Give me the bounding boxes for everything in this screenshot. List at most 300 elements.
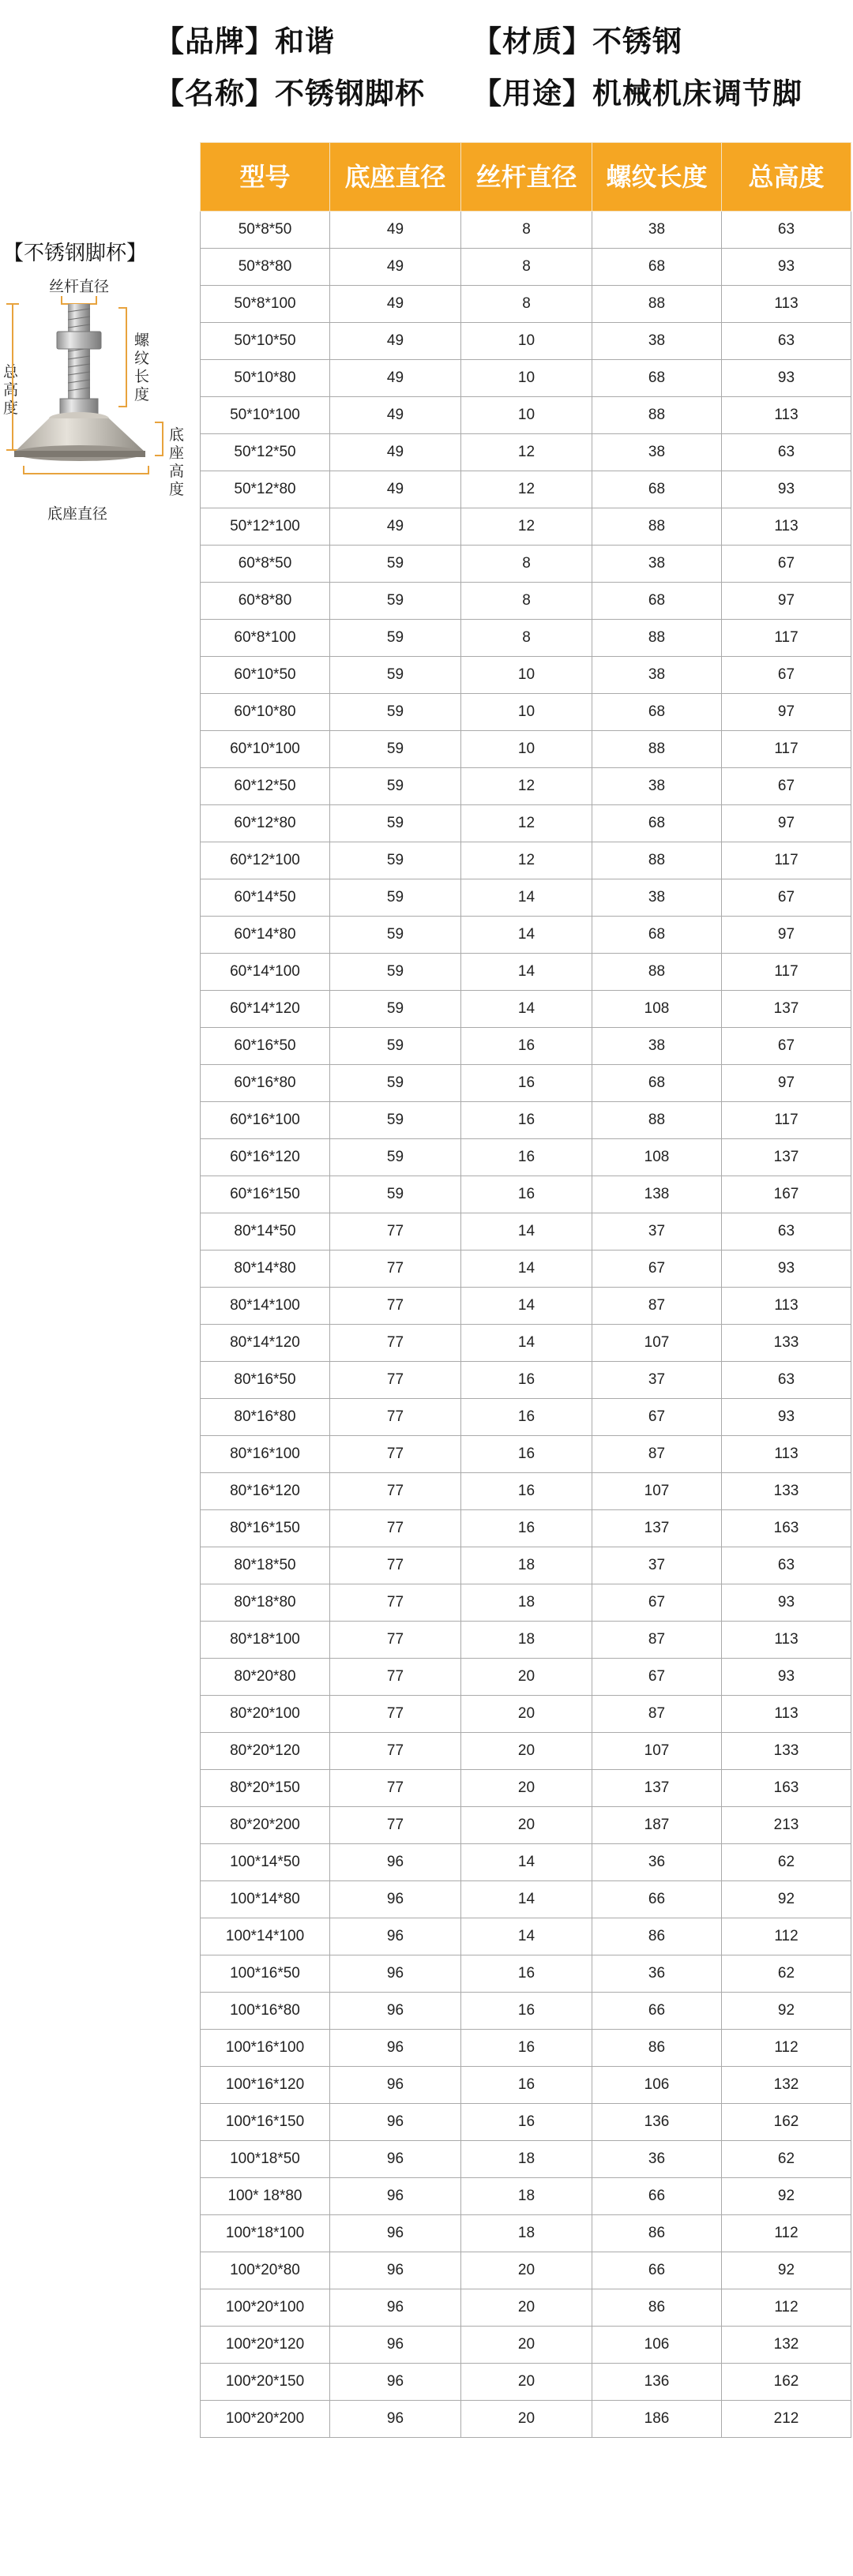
cell-screw-diameter: 10: [461, 397, 592, 434]
cell-screw-diameter: 12: [461, 768, 592, 805]
cell-model: 80*20*80: [201, 1659, 330, 1696]
cell-model: 60*12*50: [201, 768, 330, 805]
cell-total-height: 117: [722, 842, 851, 879]
cell-screw-diameter: 18: [461, 1584, 592, 1622]
cell-screw-diameter: 8: [461, 212, 592, 249]
cell-model: 80*20*120: [201, 1733, 330, 1770]
cell-base-diameter: 96: [330, 2030, 461, 2067]
table-row: [201, 1176, 851, 1213]
cell-base-diameter: 77: [330, 1622, 461, 1659]
table-row: [201, 508, 851, 546]
cell-model: 50*10*100: [201, 397, 330, 434]
table-row: [201, 842, 851, 879]
cell-base-diameter: 59: [330, 1028, 461, 1065]
cell-thread-length: 38: [592, 212, 722, 249]
cell-screw-diameter: 20: [461, 2364, 592, 2401]
cell-total-height: 93: [722, 249, 851, 286]
cell-thread-length: 87: [592, 1436, 722, 1473]
cell-base-diameter: 59: [330, 879, 461, 917]
cell-model: 80*14*80: [201, 1251, 330, 1288]
table-row: [201, 694, 851, 731]
table-row: [201, 2030, 851, 2067]
cell-thread-length: 137: [592, 1510, 722, 1547]
table-row: [201, 1770, 851, 1807]
table-row: [201, 620, 851, 657]
cell-model: 100*20*200: [201, 2401, 330, 2438]
cell-screw-diameter: 8: [461, 583, 592, 620]
cell-thread-length: 66: [592, 1993, 722, 2030]
cell-thread-length: 36: [592, 2141, 722, 2178]
cell-thread-length: 36: [592, 1844, 722, 1881]
cell-thread-length: 36: [592, 1955, 722, 1993]
table-row: [201, 397, 851, 434]
cell-total-height: 112: [722, 1918, 851, 1955]
cell-thread-length: 186: [592, 2401, 722, 2438]
cell-model: 60*8*100: [201, 620, 330, 657]
cell-model: 80*14*120: [201, 1325, 330, 1362]
column-header-total-height: 总高度: [722, 143, 851, 212]
cell-base-diameter: 59: [330, 546, 461, 583]
cell-base-diameter: 96: [330, 2289, 461, 2327]
cell-total-height: 163: [722, 1510, 851, 1547]
cell-total-height: 113: [722, 1696, 851, 1733]
table-row: [201, 1251, 851, 1288]
cell-total-height: 213: [722, 1807, 851, 1844]
table-row: [201, 1807, 851, 1844]
cell-base-diameter: 96: [330, 2104, 461, 2141]
cell-base-diameter: 77: [330, 1251, 461, 1288]
header: [0, 0, 853, 130]
cell-base-diameter: 77: [330, 1770, 461, 1807]
cell-total-height: 93: [722, 1659, 851, 1696]
cell-thread-length: 86: [592, 1918, 722, 1955]
cell-thread-length: 67: [592, 1399, 722, 1436]
cell-screw-diameter: 8: [461, 546, 592, 583]
cell-total-height: 67: [722, 1028, 851, 1065]
cell-total-height: 113: [722, 508, 851, 546]
cell-base-diameter: 77: [330, 1807, 461, 1844]
cell-base-diameter: 96: [330, 2252, 461, 2289]
cell-screw-diameter: 14: [461, 1251, 592, 1288]
cell-model: 80*16*50: [201, 1362, 330, 1399]
cell-model: 80*18*80: [201, 1584, 330, 1622]
cell-model: 60*8*80: [201, 583, 330, 620]
cell-total-height: 113: [722, 1436, 851, 1473]
cell-base-diameter: 59: [330, 805, 461, 842]
cell-screw-diameter: 16: [461, 2104, 592, 2141]
cell-base-diameter: 59: [330, 1139, 461, 1176]
cell-screw-diameter: 14: [461, 1288, 592, 1325]
cell-thread-length: 87: [592, 1288, 722, 1325]
cell-screw-diameter: 10: [461, 731, 592, 768]
table-row: [201, 805, 851, 842]
cell-screw-diameter: 16: [461, 1065, 592, 1102]
cell-model: 50*10*50: [201, 323, 330, 360]
cell-screw-diameter: 10: [461, 694, 592, 731]
cell-base-diameter: 77: [330, 1696, 461, 1733]
cell-thread-length: 86: [592, 2215, 722, 2252]
cell-model: 60*10*100: [201, 731, 330, 768]
cell-total-height: 97: [722, 694, 851, 731]
cell-screw-diameter: 10: [461, 360, 592, 397]
cell-thread-length: 106: [592, 2327, 722, 2364]
cell-thread-length: 107: [592, 1473, 722, 1510]
cell-screw-diameter: 16: [461, 1436, 592, 1473]
total-height-label: 总高度: [3, 363, 19, 417]
cell-base-diameter: 96: [330, 2327, 461, 2364]
cell-base-diameter: 59: [330, 1065, 461, 1102]
cell-total-height: 63: [722, 434, 851, 471]
cell-thread-length: 38: [592, 323, 722, 360]
cell-model: 60*16*120: [201, 1139, 330, 1176]
cell-screw-diameter: 16: [461, 2030, 592, 2067]
cell-total-height: 162: [722, 2364, 851, 2401]
cell-model: 60*14*120: [201, 991, 330, 1028]
cell-base-diameter: 59: [330, 768, 461, 805]
product-name-line: 【名称】不锈钢脚杯: [155, 77, 425, 111]
cell-screw-diameter: 12: [461, 434, 592, 471]
cell-model: 50*12*80: [201, 471, 330, 508]
usage-line: 【用途】机械机床调节脚: [472, 77, 802, 111]
cell-total-height: 93: [722, 1399, 851, 1436]
cell-thread-length: 38: [592, 768, 722, 805]
cell-screw-diameter: 20: [461, 2327, 592, 2364]
cell-model: 60*16*50: [201, 1028, 330, 1065]
cell-thread-length: 67: [592, 1251, 722, 1288]
cell-total-height: 92: [722, 2178, 851, 2215]
cell-screw-diameter: 14: [461, 1918, 592, 1955]
cell-thread-length: 107: [592, 1325, 722, 1362]
cell-screw-diameter: 8: [461, 286, 592, 323]
table-row: [201, 1622, 851, 1659]
cell-total-height: 97: [722, 583, 851, 620]
table-row: [201, 434, 851, 471]
cell-screw-diameter: 20: [461, 2289, 592, 2327]
material-line: 【材质】不锈钢: [472, 24, 682, 58]
cell-total-height: 113: [722, 1622, 851, 1659]
cell-model: 100*14*80: [201, 1881, 330, 1918]
cell-base-diameter: 59: [330, 842, 461, 879]
cell-model: 50*12*100: [201, 508, 330, 546]
cell-total-height: 133: [722, 1733, 851, 1770]
cell-model: 100*16*50: [201, 1955, 330, 1993]
cell-thread-length: 108: [592, 1139, 722, 1176]
cell-total-height: 63: [722, 212, 851, 249]
cell-total-height: 67: [722, 546, 851, 583]
cell-thread-length: 38: [592, 657, 722, 694]
cell-thread-length: 137: [592, 1770, 722, 1807]
cell-model: 100*16*150: [201, 2104, 330, 2141]
cell-total-height: 93: [722, 360, 851, 397]
table-row: [201, 2289, 851, 2327]
cell-thread-length: 107: [592, 1733, 722, 1770]
cell-total-height: 112: [722, 2030, 851, 2067]
cell-base-diameter: 49: [330, 397, 461, 434]
cell-base-diameter: 96: [330, 2215, 461, 2252]
cell-total-height: 92: [722, 2252, 851, 2289]
cell-thread-length: 68: [592, 249, 722, 286]
cell-thread-length: 87: [592, 1622, 722, 1659]
cell-screw-diameter: 16: [461, 1028, 592, 1065]
cell-screw-diameter: 18: [461, 1547, 592, 1584]
cell-total-height: 63: [722, 1362, 851, 1399]
cell-base-diameter: 77: [330, 1733, 461, 1770]
cell-screw-diameter: 20: [461, 1770, 592, 1807]
cell-model: 80*20*150: [201, 1770, 330, 1807]
cell-screw-diameter: 14: [461, 879, 592, 917]
cell-total-height: 63: [722, 1547, 851, 1584]
cell-total-height: 132: [722, 2327, 851, 2364]
cell-screw-diameter: 14: [461, 1881, 592, 1918]
table-row: [201, 286, 851, 323]
cell-thread-length: 187: [592, 1807, 722, 1844]
cell-base-diameter: 77: [330, 1325, 461, 1362]
table-row: [201, 1288, 851, 1325]
cell-base-diameter: 77: [330, 1362, 461, 1399]
cell-base-diameter: 77: [330, 1473, 461, 1510]
cell-screw-diameter: 18: [461, 2215, 592, 2252]
table-header-row: [201, 143, 851, 212]
cell-base-diameter: 77: [330, 1584, 461, 1622]
cell-thread-length: 38: [592, 434, 722, 471]
column-header-model: 型号: [201, 143, 330, 212]
table-row: [201, 1325, 851, 1362]
cell-screw-diameter: 16: [461, 1139, 592, 1176]
cell-total-height: 133: [722, 1325, 851, 1362]
cell-screw-diameter: 20: [461, 2252, 592, 2289]
cell-thread-length: 88: [592, 1102, 722, 1139]
column-header-base-diameter: 底座直径: [330, 143, 461, 212]
table-row: [201, 2104, 851, 2141]
cell-screw-diameter: 20: [461, 1733, 592, 1770]
cell-base-diameter: 49: [330, 434, 461, 471]
cell-base-diameter: 59: [330, 954, 461, 991]
cell-base-diameter: 59: [330, 657, 461, 694]
cell-screw-diameter: 14: [461, 954, 592, 991]
cell-total-height: 163: [722, 1770, 851, 1807]
cell-screw-diameter: 10: [461, 323, 592, 360]
cell-thread-length: 86: [592, 2030, 722, 2067]
cell-total-height: 97: [722, 805, 851, 842]
cell-model: 100*18*50: [201, 2141, 330, 2178]
cell-model: 80*14*50: [201, 1213, 330, 1251]
cell-model: 80*16*100: [201, 1436, 330, 1473]
cell-thread-length: 68: [592, 583, 722, 620]
cell-total-height: 137: [722, 991, 851, 1028]
cell-model: 100*14*100: [201, 1918, 330, 1955]
cell-total-height: 117: [722, 731, 851, 768]
cell-thread-length: 86: [592, 2289, 722, 2327]
cell-total-height: 113: [722, 286, 851, 323]
cell-total-height: 112: [722, 2215, 851, 2252]
table-body: [201, 212, 851, 2438]
table-row: [201, 471, 851, 508]
cell-thread-length: 88: [592, 397, 722, 434]
cell-thread-length: 37: [592, 1213, 722, 1251]
cell-total-height: 97: [722, 1065, 851, 1102]
cell-model: 80*20*100: [201, 1696, 330, 1733]
cell-total-height: 62: [722, 1844, 851, 1881]
cell-screw-diameter: 8: [461, 620, 592, 657]
cell-screw-diameter: 16: [461, 1510, 592, 1547]
cell-model: 60*10*50: [201, 657, 330, 694]
cell-screw-diameter: 16: [461, 1955, 592, 1993]
table-row: [201, 1436, 851, 1473]
cell-model: 60*14*80: [201, 917, 330, 954]
cell-base-diameter: 49: [330, 360, 461, 397]
cell-thread-length: 136: [592, 2364, 722, 2401]
cell-base-diameter: 96: [330, 1844, 461, 1881]
cell-thread-length: 38: [592, 879, 722, 917]
cell-model: 100*18*100: [201, 2215, 330, 2252]
cell-total-height: 117: [722, 1102, 851, 1139]
cell-base-diameter: 77: [330, 1288, 461, 1325]
cell-thread-length: 108: [592, 991, 722, 1028]
cell-screw-diameter: 20: [461, 1659, 592, 1696]
cell-model: 60*12*80: [201, 805, 330, 842]
cell-base-diameter: 96: [330, 1881, 461, 1918]
cell-model: 100*20*150: [201, 2364, 330, 2401]
cell-total-height: 67: [722, 657, 851, 694]
cell-thread-length: 106: [592, 2067, 722, 2104]
cell-model: 60*14*50: [201, 879, 330, 917]
cell-base-diameter: 77: [330, 1659, 461, 1696]
cell-thread-length: 136: [592, 2104, 722, 2141]
cell-model: 60*10*80: [201, 694, 330, 731]
cell-base-diameter: 96: [330, 2178, 461, 2215]
cell-total-height: 133: [722, 1473, 851, 1510]
product-title: 【不锈钢脚杯】: [3, 242, 148, 265]
table-row: [201, 2252, 851, 2289]
table-row: [201, 991, 851, 1028]
table-row: [201, 1510, 851, 1547]
table-row: [201, 1844, 851, 1881]
cell-total-height: 93: [722, 1251, 851, 1288]
cell-screw-diameter: 16: [461, 1993, 592, 2030]
cell-total-height: 97: [722, 917, 851, 954]
cell-total-height: 137: [722, 1139, 851, 1176]
cell-screw-diameter: 12: [461, 805, 592, 842]
cell-screw-diameter: 8: [461, 249, 592, 286]
cell-total-height: 167: [722, 1176, 851, 1213]
cell-thread-length: 68: [592, 694, 722, 731]
cell-base-diameter: 59: [330, 620, 461, 657]
cell-base-diameter: 96: [330, 2067, 461, 2104]
cell-model: 50*8*100: [201, 286, 330, 323]
cell-screw-diameter: 12: [461, 471, 592, 508]
screw-diameter-label: 丝杆直径: [49, 278, 110, 295]
cell-base-diameter: 49: [330, 249, 461, 286]
cell-model: 80*18*100: [201, 1622, 330, 1659]
cell-base-diameter: 49: [330, 471, 461, 508]
cell-thread-length: 38: [592, 546, 722, 583]
cell-total-height: 113: [722, 397, 851, 434]
cell-screw-diameter: 14: [461, 1213, 592, 1251]
cell-model: 60*12*100: [201, 842, 330, 879]
cell-base-diameter: 59: [330, 583, 461, 620]
cell-thread-length: 38: [592, 1028, 722, 1065]
cell-model: 100*20*120: [201, 2327, 330, 2364]
cell-model: 50*10*80: [201, 360, 330, 397]
table-row: [201, 2178, 851, 2215]
cell-model: 80*18*50: [201, 1547, 330, 1584]
cell-screw-diameter: 16: [461, 1399, 592, 1436]
cell-base-diameter: 77: [330, 1213, 461, 1251]
table-row: [201, 1028, 851, 1065]
cell-base-diameter: 96: [330, 2364, 461, 2401]
cell-thread-length: 88: [592, 731, 722, 768]
cell-total-height: 62: [722, 2141, 851, 2178]
cell-total-height: 112: [722, 2289, 851, 2327]
cell-total-height: 117: [722, 620, 851, 657]
cell-thread-length: 68: [592, 360, 722, 397]
cell-base-diameter: 59: [330, 991, 461, 1028]
table-row: [201, 212, 851, 249]
cell-thread-length: 88: [592, 286, 722, 323]
cell-total-height: 93: [722, 471, 851, 508]
leveling-foot-illustration: [0, 272, 197, 533]
table-row: [201, 954, 851, 991]
cell-thread-length: 68: [592, 805, 722, 842]
table-row: [201, 731, 851, 768]
table-row: [201, 1881, 851, 1918]
cell-base-diameter: 49: [330, 323, 461, 360]
cell-total-height: 62: [722, 1955, 851, 1993]
table-row: [201, 2141, 851, 2178]
table-row: [201, 1696, 851, 1733]
cell-thread-length: 37: [592, 1547, 722, 1584]
table-row: [201, 657, 851, 694]
cell-screw-diameter: 16: [461, 1362, 592, 1399]
cell-screw-diameter: 20: [461, 1696, 592, 1733]
cell-thread-length: 88: [592, 954, 722, 991]
table-row: [201, 917, 851, 954]
cell-model: 100*16*80: [201, 1993, 330, 2030]
table-row: [201, 1213, 851, 1251]
table-row: [201, 1918, 851, 1955]
cell-model: 80*20*200: [201, 1807, 330, 1844]
table-row: [201, 1473, 851, 1510]
cell-thread-length: 68: [592, 917, 722, 954]
cell-thread-length: 88: [592, 508, 722, 546]
cell-model: 100* 18*80: [201, 2178, 330, 2215]
table-row: [201, 768, 851, 805]
cell-total-height: 93: [722, 1584, 851, 1622]
cell-base-diameter: 59: [330, 1102, 461, 1139]
cell-screw-diameter: 20: [461, 2401, 592, 2438]
cell-base-diameter: 96: [330, 2401, 461, 2438]
column-header-screw-diameter: 丝杆直径: [461, 143, 592, 212]
table-row: [201, 1993, 851, 2030]
cell-model: 80*14*100: [201, 1288, 330, 1325]
cell-total-height: 117: [722, 954, 851, 991]
base-height-label: 底座高度: [169, 426, 185, 498]
cell-base-diameter: 49: [330, 286, 461, 323]
table-row: [201, 2327, 851, 2364]
product-diagram: [0, 229, 197, 545]
table-row: [201, 1955, 851, 1993]
cell-model: 50*8*50: [201, 212, 330, 249]
cell-base-diameter: 59: [330, 731, 461, 768]
cell-base-diameter: 77: [330, 1399, 461, 1436]
table-row: [201, 1102, 851, 1139]
cell-screw-diameter: 18: [461, 2141, 592, 2178]
cell-screw-diameter: 16: [461, 1102, 592, 1139]
table-row: [201, 2215, 851, 2252]
cell-total-height: 63: [722, 1213, 851, 1251]
table-row: [201, 2067, 851, 2104]
cell-screw-diameter: 14: [461, 1325, 592, 1362]
